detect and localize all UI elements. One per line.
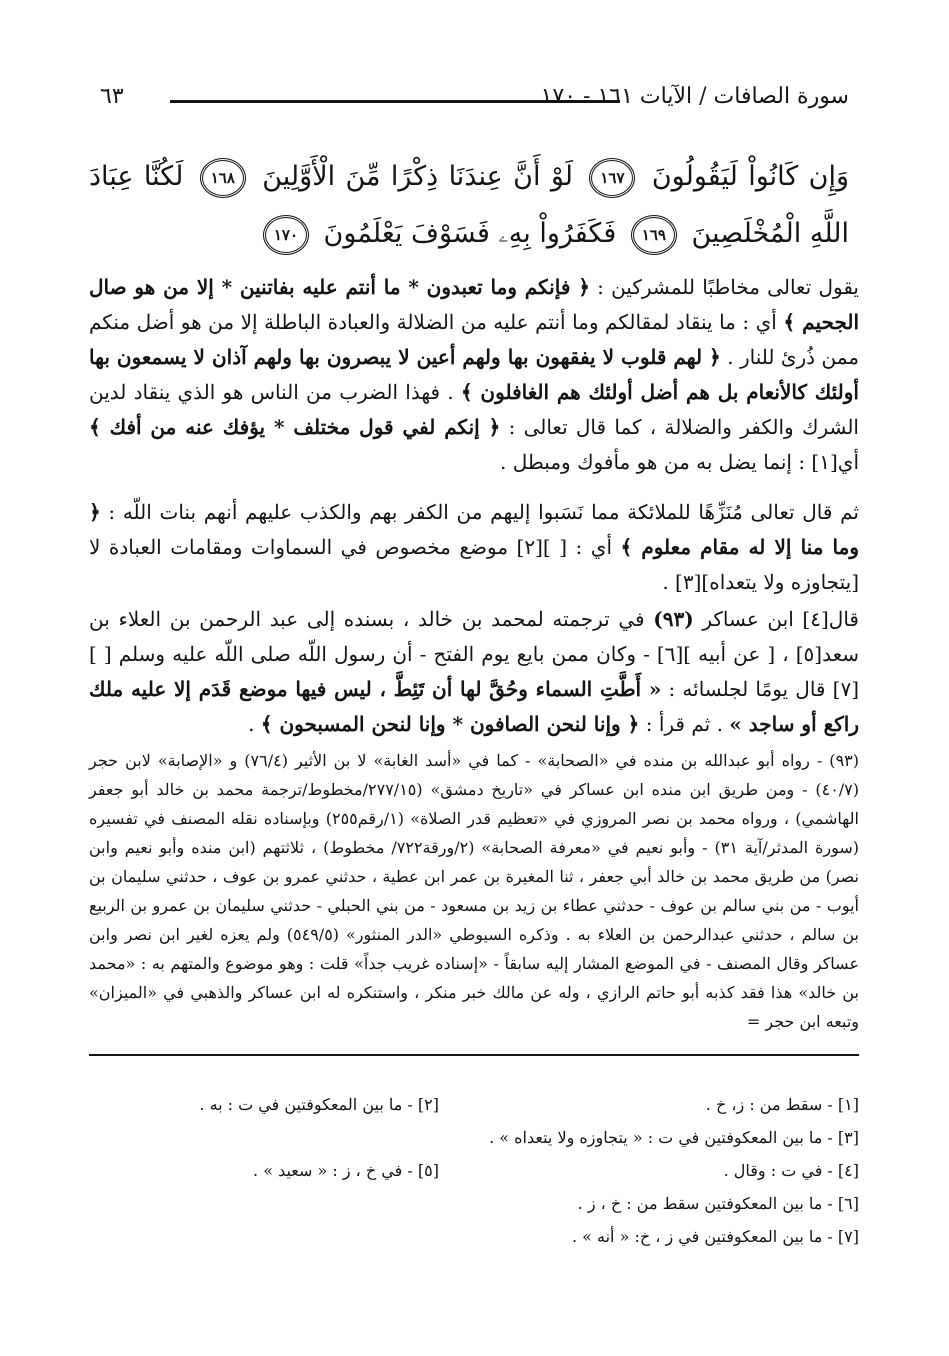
ayah-number-mark: ١٧٠: [263, 215, 309, 255]
quote-bold: ﴿ فإنكم وما تعبدون * ما أنتم عليه بفاتنين * إلا من هو صال الجحيم ﴾: [89, 275, 860, 334]
note-row: [89, 1154, 859, 1187]
note-6: [٦] - ما بين المعكوفتين سقط من : خ ، ز .: [577, 1194, 859, 1213]
commentary-paragraph-3: [89, 602, 859, 742]
text: . ثم قرأ :: [639, 712, 730, 736]
text: .: [248, 712, 261, 736]
verse-text: وَإِن كَانُواْ لَيَقُولُونَ: [651, 161, 850, 192]
notes-divider: [89, 1054, 859, 1056]
quote-bold: ﴿ وما منا إلا له مقام معلوم ﴾: [89, 500, 860, 559]
text: أي : ما ينقاد لمقالكم وما أنتم عليه من الضلالة والعبادة الباطلة إلا من هو أضل منكم ممن ذُرئ للنار .: [89, 310, 859, 369]
ayah-number-mark: ١٦٧: [589, 158, 635, 198]
verse-text: فَكَفَرُواْ بِهِۦ فَسَوْفَ يَعْلَمُونَ: [323, 218, 617, 249]
ayah-number-mark: ١٦٩: [631, 215, 677, 255]
page-header: [100, 78, 849, 118]
critical-apparatus: [89, 1088, 859, 1253]
quote-bold: ﴿ إنكم لفي قول مختلف * يؤفك عنه من أفك ﴾: [89, 415, 501, 439]
text: قال[٤] ابن عساكر: [693, 607, 859, 631]
verse-text: لَوْ أَنَّ عِندَنَا ذِكْرًا مِّنَ الْأَوَّلِينَ: [262, 161, 574, 192]
note-4: [٤] - في ت : وقال .: [723, 1161, 859, 1180]
note-row: [89, 1088, 859, 1121]
note-5: [٥] - في خ ، ز : « سعيد » .: [253, 1161, 439, 1180]
footnote-93: (٩٣) - رواه أبو عبدالله بن منده في «الصحابة» - كما في «أسد الغابة» لا بن الأثير (٧٦/٤) و «الإصابة» لابن حجر (٤٠/٧) - ومن طريق ابن منده ابن عساكر في «تاريخ دمشق» (٢٧٧/١٥/مخطوط/ترجمة محمد بن خالد أبو جعفر الهاشمي) ، ورواه محمد بن نصر المروزي في «تعظيم قدر الصلاة» (١/رقم٢٥٥) وبإسناده نقله المصنف في تفسيره (سورة المدثر/آية ٣١) - وأبو نعيم في «معرفة الصحابة» (٢/ورقة٧٢٢/ مخطوط) ، ثلاثتهم (ابن منده وأبو نعيم وابن نصر) من طريق محمد بن خالد أبي جعفر ، ثنا المغيرة بن عمر ابن عطية ، حدثني عمرو بن عوف ، حدثني سليمان بن أيوب - من بني سالم بن عوف - حدثني عطاء بن زيد بن مسعود - من بني الحبلي - حدثني سليمان بن عمرو بن الربيع بن سالم ، حدثني عبدالرحمن بن العلاء به . وذكره السيوطي «الدر المنثور» (٥٤٩/٥) ولم يعزه لغير ابن نصر وابن عساكر وقال المصنف - في الموضع المشار إليه سابقاً - «إسناده غريب جداً» قلت : وهو موضوع والمتهم به : «محمد بن خالد» هذا فقد كذبه أبو حاتم الرازي ، وله عن مالك خبر منكر ، واستنكره له ابن عساكر والذهبي في «الميزان» وتبعه ابن حجر =: [89, 751, 860, 1031]
text: يقول تعالى مخاطبًا للمشركين :: [589, 275, 860, 299]
quote-bold: ﴿ لهم قلوب لا يفقهون بها ولهم أعين لا يبصرون بها ولهم آذان لا يسمعون بها أولئك كالأنعام بل هم أضل أولئك هم الغافلون ﴾: [89, 345, 859, 404]
hadith-bold: « أَطَّتِ السماء وحُقَّ لها أن تَئِطَّ ، ليس فيها موضع قَدَم إلا عليه ملك راكع أو ساجد »: [89, 677, 859, 736]
commentary-paragraph-2: [89, 495, 859, 600]
quran-verses: [89, 148, 849, 262]
footnote-ref: (٩٣): [653, 607, 694, 631]
page-number: ٦٣: [100, 84, 124, 109]
text: أي[١] : إنما يضل به من هو مأفوك ومبطل .: [500, 450, 859, 474]
note-row: [89, 1121, 859, 1154]
note-row: [89, 1187, 859, 1220]
ayah-number-mark: ١٦٨: [200, 158, 246, 198]
note-1: [١] - سقط من : ز، خ .: [705, 1095, 859, 1114]
note-7: [٧] - ما بين المعكوفتين في ز ، خ: « أنه » .: [571, 1227, 859, 1246]
header-rule: [170, 100, 620, 103]
commentary-paragraph-1: [89, 270, 859, 480]
verse-text: لَكُنَّا عِبَادَ اللَّهِ الْمُخْلَصِينَ: [89, 161, 849, 249]
text: في ترجمته لمحمد بن خالد ، بسنده إلى عبد الرحمن بن العلاء بن سعد[٥] ، [ عن أبيه ][٦] - وكان ممن بايع يوم الفتح - أن رسول اللّه صلى اللّه عليه وسلم [ ][٧] قال يومًا لجلسائه :: [89, 607, 859, 701]
note-row: [89, 1220, 859, 1253]
text: ثم قال تعالى مُنَزِّهًا للملائكة مما نَسَبوا إليهم من الكفر بهم والكذب عليهم أنهم بنات اللّه :: [100, 500, 859, 524]
surah-title: سورة الصافات / الآيات ١٦١ - ١٧٠: [540, 84, 849, 109]
text: أي : [ ][٢] موضع مخصوص في السماوات ومقامات العبادة لا [يتجاوزه ولا يتعداه][٣] .: [89, 535, 859, 594]
quote-bold: ﴿ وإنا لنحن الصافون * وإنا لنحن المسبحون ﴾: [260, 712, 640, 736]
note-2: [٢] - ما بين المعكوفتين في ت : به .: [199, 1095, 439, 1114]
text: . فهذا الضرب من الناس هو الذي ينقاد لدين الشرك والكفر والضلالة ، كما قال تعالى :: [89, 380, 859, 439]
note-3: [٣] - ما بين المعكوفتين في ت : « يتجاوزه ولا يتعداه » .: [489, 1128, 859, 1147]
